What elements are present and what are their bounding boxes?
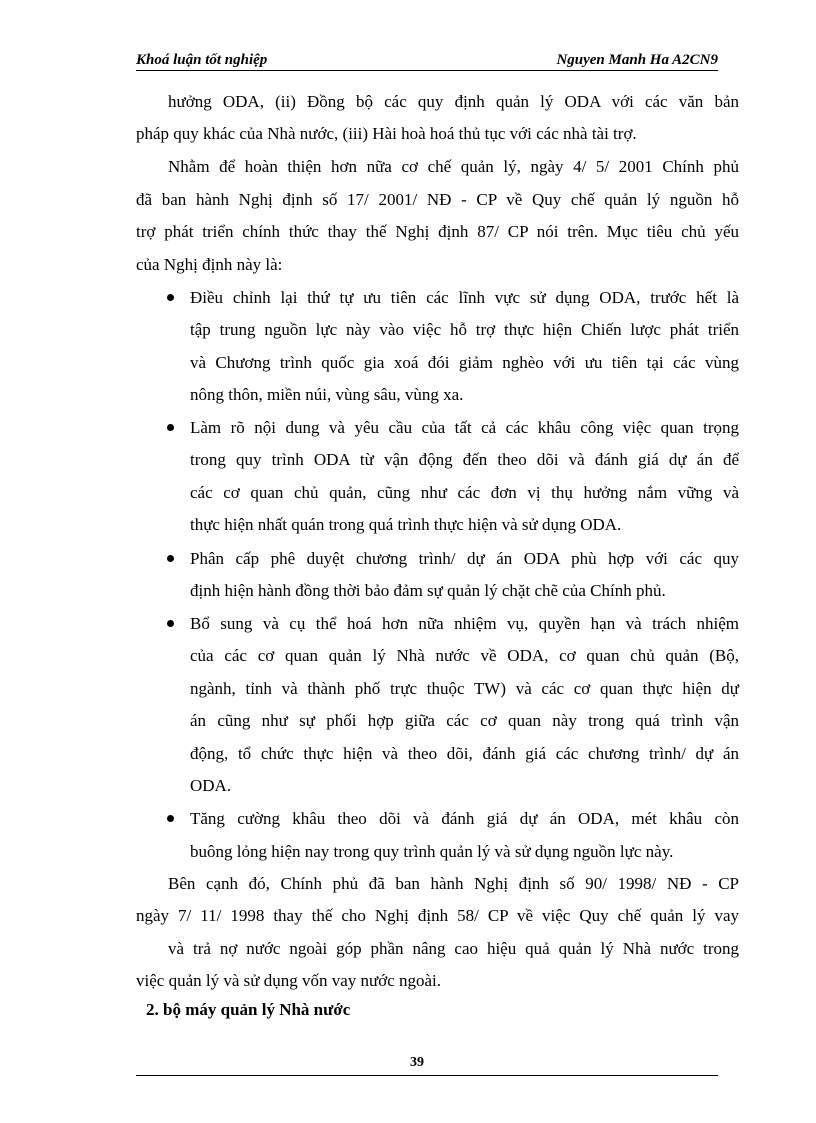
- text-line: đã ban hành Nghị định số 17/ 2001/ NĐ - CP về Quy chế quản lý nguồn hỗ: [136, 190, 739, 209]
- bullet-icon: [167, 555, 174, 562]
- text-line: Bên cạnh đó, Chính phủ đã ban hành Nghị định số 90/ 1998/ NĐ - CP: [168, 874, 739, 893]
- bullet-line: tập trung nguồn lực này vào việc hỗ trợ thực hiện Chiến lược phát triển: [190, 320, 739, 339]
- page-number: 39: [410, 1055, 424, 1070]
- bullet-line: Làm rõ nội dung và yêu cầu của tất cả các khâu công việc quan trọng: [190, 418, 739, 437]
- text-line: pháp quy khác của Nhà nước, (iii) Hài hoà hoá thủ tục với các nhà tài trợ.: [136, 124, 637, 143]
- bullet-line: Điều chỉnh lại thứ tự ưu tiên các lĩnh vực sử dụng ODA, trước hết là: [190, 288, 739, 307]
- bullet-line: Bổ sung và cụ thể hoá hơn nữa nhiệm vụ, quyền hạn và trách nhiệm: [190, 614, 739, 633]
- footer-rule: [136, 1075, 718, 1076]
- bullet-icon: [167, 294, 174, 301]
- bullet-line: buông lỏng hiện nay trong quy trình quản lý và sử dụng nguồn lực này.: [190, 842, 674, 861]
- bullet-icon: [167, 424, 174, 431]
- bullet-line: của các cơ quan quản lý Nhà nước về ODA, cơ quan chủ quản (Bộ,: [190, 646, 739, 665]
- bullet-line: án cũng như sự phối hợp giữa các cơ quan này trong quá trình vận: [190, 711, 739, 730]
- bullet-line: trong quy trình ODA từ vận động đến theo dõi và đánh giá dự án để: [190, 450, 739, 469]
- bullet-line: các cơ quan chủ quản, cũng như các đơn vị thụ hưởng nắm vững và: [190, 483, 739, 502]
- text-line: Nhằm để hoàn thiện hơn nữa cơ chế quản lý, ngày 4/ 5/ 2001 Chính phủ: [168, 157, 739, 176]
- bullet-line: nông thôn, miền núi, vùng sâu, vùng xa.: [190, 385, 464, 404]
- bullet-icon: [167, 620, 174, 627]
- bullet-line: Phân cấp phê duyệt chương trình/ dự án ODA phù hợp với các quy: [190, 549, 739, 568]
- text-line: của Nghị định này là:: [136, 255, 283, 274]
- header-right: Nguyen Manh Ha A2CN9: [556, 52, 718, 68]
- bullet-line: ngành, tỉnh và thành phố trực thuộc TW) và các cơ quan thực hiện dự: [190, 679, 739, 698]
- bullet-line: Tăng cường khâu theo dõi và đánh giá dự án ODA, mét khâu còn: [190, 809, 739, 828]
- text-line: trợ phát triển chính thức thay thế Nghị định 87/ CP nói trên. Mục tiêu chủ yếu: [136, 222, 739, 241]
- bullet-line: thực hiện nhất quán trong quá trình thực hiện và sử dụng ODA.: [190, 515, 622, 534]
- header-left: Khoá luận tốt nghiệp: [136, 52, 268, 68]
- text-line: và trả nợ nước ngoài góp phần nâng cao hiệu quả quản lý Nhà nước trong: [168, 939, 739, 958]
- bullet-icon: [167, 815, 174, 822]
- bullet-line: ODA.: [190, 776, 232, 795]
- bullet-line: định hiện hành đồng thời bảo đảm sự quản lý chặt chẽ của Chính phủ.: [190, 581, 666, 600]
- bullet-line: và Chương trình quốc gia xoá đói giảm nghèo với ưu tiên tại các vùng: [190, 353, 739, 372]
- text-line: ngày 7/ 11/ 1998 thay thế cho Nghị định 58/ CP về việc Quy chế quản lý vay: [136, 906, 739, 925]
- bullet-line: động, tổ chức thực hiện và theo dõi, đánh giá các chương trình/ dự án: [190, 744, 739, 763]
- section-heading: 2. bộ máy quản lý Nhà nước: [146, 1000, 351, 1019]
- text-line: việc quản lý và sử dụng vốn vay nước ngoài.: [136, 971, 442, 990]
- page-header: [136, 50, 718, 71]
- text-line: hưởng ODA, (ii) Đồng bộ các quy định quản lý ODA với các văn bản: [168, 92, 739, 111]
